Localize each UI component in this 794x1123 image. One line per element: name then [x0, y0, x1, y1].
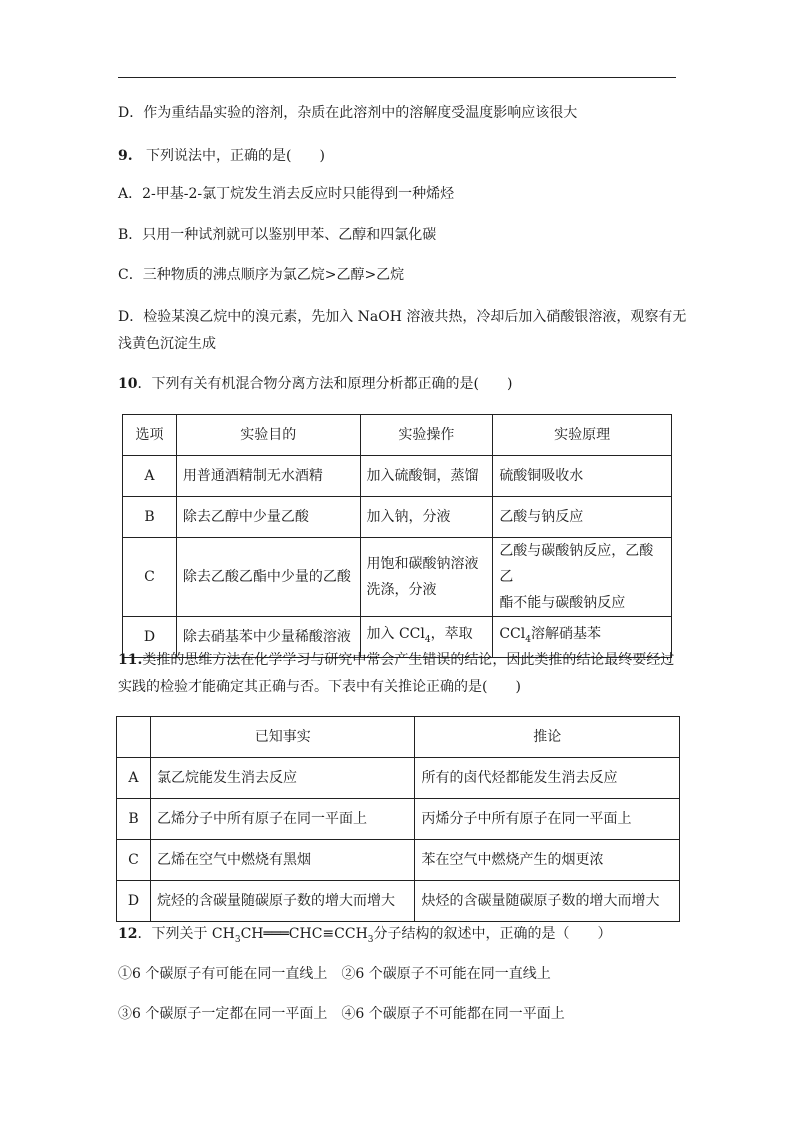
q9-option-a: A．2-甲基-2-氯丁烷发生消去反应时只能得到一种烯烃: [118, 186, 455, 202]
q9-option-d-line1: D．检验某溴乙烷中的溴元素，先加入 NaOH 溶液共热，冷却后加入硝酸银溶液，观察有无: [118, 309, 687, 325]
table-cell: 苯在空气中燃烧产生的烟更浓: [415, 840, 680, 881]
table-row: [123, 538, 672, 617]
table-cell: 烷烃的含碳量随碳原子数的增大而增大: [150, 881, 415, 922]
cell-line: 乙酸与碳酸钠反应，乙酸乙: [499, 543, 654, 585]
table-row: [117, 881, 680, 922]
table-header-row: [117, 717, 680, 758]
table-cell: C: [123, 538, 177, 617]
q10-stem-text: ．下列有关有机混合物分离方法和原理分析都正确的是( ): [137, 376, 513, 392]
q12-stem-text: 分子结构的叙述中，正确的是（ ）: [373, 926, 612, 942]
formula-text: CCl: [499, 626, 526, 643]
table-row: [117, 758, 680, 799]
table-cell: 加入硫酸铜，蒸馏: [360, 456, 493, 497]
table-cell: B: [117, 799, 151, 840]
subscript: 3: [234, 934, 241, 945]
q11-stem-line2: 实践的检验才能确定其正确与否。下表中有关推论正确的是( ): [118, 679, 521, 695]
table-cell: 除去乙酸乙酯中少量的乙酸: [176, 538, 360, 617]
q9-stem-text: 下列说法中，正确的是( ): [145, 148, 325, 164]
table-row: [117, 799, 680, 840]
q11-stem-text: 类推的思维方法在化学学习与研究中常会产生错误的结论，因此类推的结论最终要经过: [142, 652, 675, 668]
q10-stem: [118, 374, 512, 394]
table-cell: [360, 538, 493, 617]
table-cell: 炔烃的含碳量随碳原子数的增大而增大: [415, 881, 680, 922]
q12-options-3-4: ③6 个碳原子一定都在同一平面上 ④6 个碳原子不可能都在同一平面上: [118, 1006, 565, 1022]
table-header-row: [123, 415, 672, 456]
q9-option-c: C．三种物质的沸点顺序为氯乙烷>乙醇>乙烷: [118, 267, 405, 283]
q9-option-b: B．只用一种试剂就可以鉴别甲苯、乙醇和四氯化碳: [118, 227, 437, 243]
subscript: 4: [525, 634, 531, 645]
q12-number: 12: [118, 926, 138, 942]
table-header-cell: 实验操作: [360, 415, 493, 456]
table-row: [123, 497, 672, 538]
table-cell: B: [123, 497, 177, 538]
q8-option-d: D．作为重结晶实验的溶剂，杂质在此溶剂中的溶解度受温度影响应该很大: [118, 105, 578, 121]
table-cell: 丙烯分子中所有原子在同一平面上: [415, 799, 680, 840]
table-cell: D: [123, 617, 177, 658]
q12-options-1-2: ①6 个碳原子有可能在同一直线上 ②6 个碳原子不可能在同一直线上: [118, 966, 551, 982]
table-row: [123, 456, 672, 497]
formula-text: CH═══CHC≡CCH: [240, 926, 368, 942]
table-cell: C: [117, 840, 151, 881]
table-row: [117, 840, 680, 881]
cell-line: 洗涤，分液: [366, 582, 437, 598]
table-header-cell: [117, 717, 151, 758]
table-cell: 加入钠，分液: [360, 497, 493, 538]
table-header-cell: 实验目的: [176, 415, 360, 456]
subscript: 4: [424, 634, 431, 645]
table-cell: 用普通酒精制无水酒精: [176, 456, 360, 497]
q11-stem-line1: [118, 650, 674, 670]
cell-line: 酯不能与碳酸钠反应: [499, 595, 626, 611]
table-cell: 乙酸与钠反应: [493, 497, 672, 538]
table-cell: 乙烯在空气中燃烧有黑烟: [150, 840, 415, 881]
q11-number: 11.: [118, 652, 143, 668]
table-cell: [493, 538, 672, 617]
table-header-cell: 已知事实: [150, 717, 415, 758]
header-rule: [118, 77, 676, 78]
q9-stem: [118, 146, 325, 166]
formula-text: 溶解硝基苯: [530, 626, 601, 643]
table-cell: D: [117, 881, 151, 922]
table-cell: A: [117, 758, 151, 799]
table-cell: 除去乙醇中少量乙酸: [176, 497, 360, 538]
q9-number: 9.: [118, 148, 133, 164]
table-cell: 所有的卤代烃都能发生消去反应: [415, 758, 680, 799]
table-header-cell: 推论: [415, 717, 680, 758]
table-cell: 硫酸铜吸收水: [493, 456, 672, 497]
q10-number: 10: [118, 376, 138, 392]
table-header-cell: 实验原理: [493, 415, 672, 456]
subscript: 3: [367, 934, 374, 945]
table-cell: A: [123, 456, 177, 497]
table-header-cell: 选项: [123, 415, 177, 456]
table-cell: 乙烯分子中所有原子在同一平面上: [150, 799, 415, 840]
q9-option-d-line2: 浅黄色沉淀生成: [118, 336, 216, 352]
q11-table: [116, 716, 680, 922]
q12-stem: [118, 924, 612, 950]
formula-text: ，萃取: [430, 626, 473, 643]
table-cell: 氯乙烷能发生消去反应: [150, 758, 415, 799]
formula-text: ．下列关于 CH: [137, 926, 235, 942]
table-cell: 除去硝基苯中少量稀酸溶液: [176, 617, 360, 658]
q10-table: [122, 414, 672, 658]
cell-line: 用饱和碳酸钠溶液: [366, 556, 479, 572]
formula-text: 加入 CCl: [366, 626, 425, 643]
